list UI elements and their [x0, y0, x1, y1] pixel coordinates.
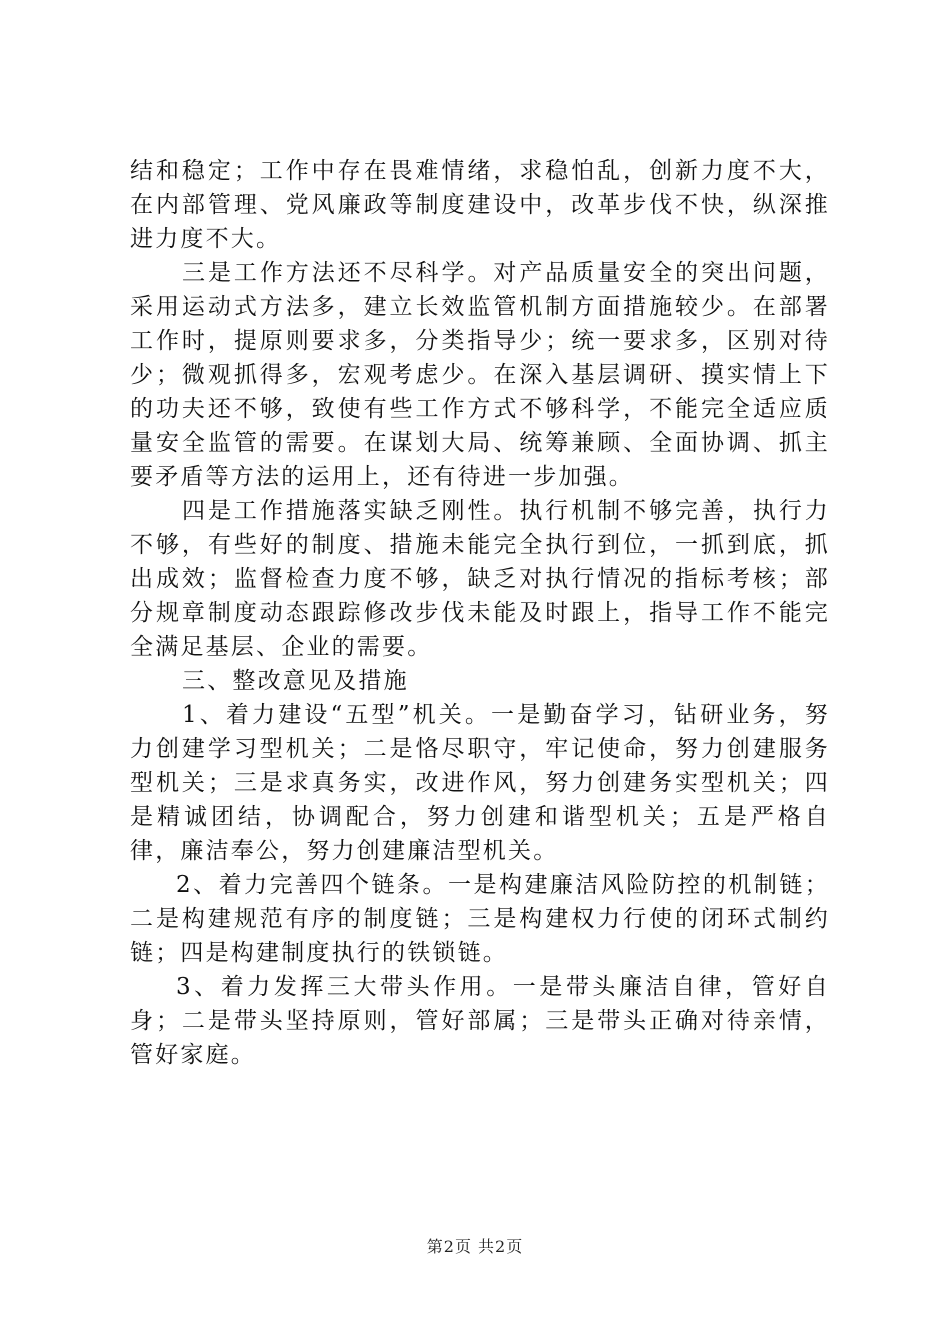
- paragraph-four-chains: 2、着力完善四个链条。一是构建廉洁风险防控的机制链；二是构建规范有序的制度链；三是构建权力行使的闭环式制约链；四是构建制度执行的铁锁链。: [130, 872, 830, 966]
- section-heading-rectification: 三、整改意见及措施: [182, 668, 409, 694]
- document-body: [130, 154, 830, 1072]
- paragraph-work-measures: 四是工作措施落实缺乏刚性。执行机制不够完善，执行力不够，有些好的制度、措施未能完全执行到位，一抓到底，抓出成效；监督检查力度不够，缺乏对执行情况的指标考核；部分规章制度动态跟踪修改步伐未能及时跟上，指导工作不能完全满足基层、企业的需要。: [130, 498, 830, 660]
- page-footer: 第2页 共2页: [426, 1237, 524, 1256]
- paragraph-three-leading-roles: 3、着力发挥三大带头作用。一是带头廉洁自律，管好自身；二是带头坚持原则，管好部属；三是带头正确对待亲情，管好家庭。: [130, 974, 830, 1068]
- paragraph-five-types: 1、着力建设“五型”机关。一是勤奋学习，钻研业务，努力创建学习型机关；二是恪尽职守，牢记使命，努力创建服务型机关；三是求真务实，改进作风，努力创建务实型机关；四是精诚团结，协调配合，努力创建和谐型机关；五是严格自律，廉洁奉公，努力创建廉洁型机关。: [130, 702, 830, 864]
- paragraph-continuation: 结和稳定；工作中存在畏难情绪，求稳怕乱，创新力度不大，在内部管理、党风廉政等制度建设中，改革步伐不快，纵深推进力度不大。: [130, 158, 830, 252]
- paragraph-work-method: 三是工作方法还不尽科学。对产品质量安全的突出问题，采用运动式方法多，建立长效监管机制方面措施较少。在部署工作时，提原则要求多，分类指导少；统一要求多，区别对待少；微观抓得多，宏观考虑少。在深入基层调研、摸实情上下的功夫还不够，致使有些工作方式不够科学，不能完全适应质量安全监管的需要。在谋划大局、统筹兼顾、全面协调、抓主要矛盾等方法的运用上，还有待进一步加强。: [130, 260, 830, 490]
